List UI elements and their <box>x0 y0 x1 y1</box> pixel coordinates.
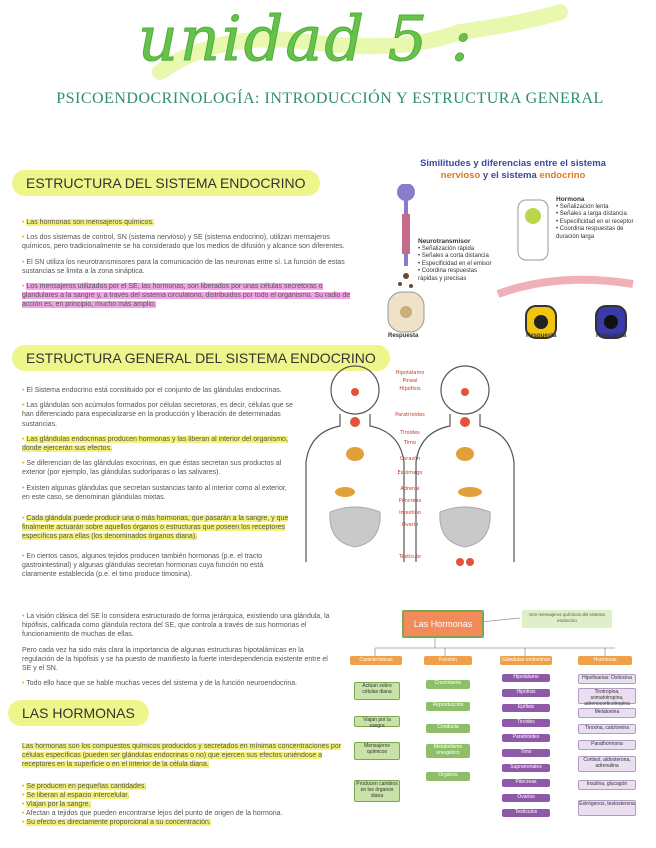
mindmap-column-head: Función <box>424 656 472 665</box>
mindmap-item: Crecimiento <box>426 680 470 689</box>
title-lettering <box>130 2 570 80</box>
paragraph: • Los mensajeros utilizados por el SE, las hormonas, son liberados por unas células secretoras o glandulares a la sangre y, a través del sistema circulatorio, distribuidos por todo el organismo. Su radio de acción es, en principio, mucho más amplio. <box>22 283 351 309</box>
list-item: • Se liberan al espacio intercelular. <box>22 791 130 799</box>
section-structure-text <box>22 218 357 316</box>
list-item: • Viajan por la sangre. <box>22 801 91 809</box>
paragraph: • El Sistema endocrino está constituido por el conjunto de las glándulas endocrinas. <box>22 387 282 394</box>
section-general-text-2 <box>22 612 332 694</box>
mindmap-item: Epífisis <box>502 704 550 712</box>
page-title: unidad 5 : <box>138 2 474 75</box>
list-item: • Se producen en pequeñas cantidades. <box>22 782 147 790</box>
endocrine-glands-body-figure <box>300 362 522 570</box>
mindmap-item: Ovarios <box>502 794 550 802</box>
section-heading-structure: ESTRUCTURA DEL SISTEMA ENDOCRINO <box>12 170 320 196</box>
mindmap-item: Suprarrenales <box>502 764 550 772</box>
mindmap-item: Paratiroides <box>502 734 550 742</box>
mindmap-item: Melatonina <box>578 708 636 718</box>
figure-nervous-vs-endocrine <box>378 158 648 346</box>
svg-text:Tiroides: Tiroides <box>400 430 420 436</box>
svg-text:Estómago: Estómago <box>397 470 423 476</box>
mindmap-item: Testículos <box>502 809 550 817</box>
response-label: Respuesta <box>526 333 557 339</box>
section-hormones-text <box>22 742 347 828</box>
paragraph: • Los dos sistemas de control, SN (sistema nervioso) y SE (sistema endocrino), utilizan mensajeros químicos, pero tradicionalmente se ha considerado que los medios de difusión y alcance son diferentes. <box>22 234 345 251</box>
hormones-mindmap <box>350 604 650 844</box>
mindmap-item: Actúan sobre células diana <box>354 682 400 700</box>
mindmap-item: Producen cambios en los órganos diana <box>354 780 400 802</box>
svg-text:Pineal: Pineal <box>402 378 418 384</box>
mindmap-column-head: Glándulas endocrinas <box>501 657 551 663</box>
paragraph: • En ciertos casos, algunos tejidos producen también hormonas (p.e. el tracto gastrointestinal) y algunas glándulas secretan hormonas cuya función no está claramente establecida (p.e. el timo produce timosina). <box>22 552 264 579</box>
paragraph: • El SN utiliza los neurotransmisores para la comunicación de las neuronas entre sí. La función de estas sustancias se limita a la zona sináptica. <box>22 258 345 275</box>
paragraph: • Las glándulas endocrinas producen hormonas y las liberan al interior del organismo, donde ejercerán sus efectos. <box>22 435 288 453</box>
mindmap-note: Son mensajeros químicos del sistema endocrino <box>522 610 612 628</box>
mindmap-item: Insulina, glucagón <box>578 780 636 790</box>
page-subtitle: PSICOENDOCRINOLOGÍA: INTRODUCCIÓN Y ESTRUCTURA GENERAL <box>56 90 604 107</box>
paragraph: • Las glándulas son acúmulos formados por células secretoras, es decir, células que se han diferenciado para especializarse en la producción y liberación de determinadas sustancias. <box>22 402 293 428</box>
section-general-text <box>22 386 294 591</box>
svg-text:Intestino: Intestino <box>399 510 421 516</box>
mindmap-item: Tirotropina, somatotropina, adrenocorticotropina <box>578 688 636 704</box>
svg-text:Corazón: Corazón <box>399 456 421 462</box>
svg-text:Ovario: Ovario <box>401 522 419 528</box>
mindmap-item: Hipotálamo <box>502 674 550 682</box>
paragraph: • Las hormonas son mensajeros químicos. <box>22 219 155 226</box>
svg-text:Hipotálamo: Hipotálamo <box>395 370 425 376</box>
section-heading-general: ESTRUCTURA GENERAL DEL SISTEMA ENDOCRINO <box>12 345 390 371</box>
mindmap-column-head: Hormonas <box>578 656 632 665</box>
mindmap-item: Hipófisis <box>502 689 550 697</box>
paragraph: • Se diferencian de las glándulas exocrinas, en que éstas secretan sus productos al exterior (por ejemplo, las glándulas sudoríparas o las salivares). <box>22 460 282 477</box>
mindmap-item: Conducta <box>426 724 470 733</box>
mindmap-item: Tiroides <box>502 719 550 727</box>
paragraph: • La visión clásica del SE lo considera estructurado de forma jerárquica, existiendo una glándula, la hipófisis, calificada como glándula rectora del SE, que controla a través de sus hormonas el funcionamiento de muchas de ellas. <box>22 613 330 639</box>
mindmap-column-head: Características <box>350 656 402 665</box>
list-item: • Afectan a tejidos que pueden encontrarse lejos del punto de origen de la hormona. <box>22 810 283 818</box>
paragraph: • Existen algunas glándulas que secretan sustancias tanto al interior como al exterior, en este caso, se denominan glándulas mixtas. <box>22 484 287 501</box>
neurotransmitter-list: Neurotransmisor • Señalización rápida • Señales a corta distancia • Especificidad en el emisor • Coordina respuestas rápidas y precisas <box>418 238 492 282</box>
hormone-list: Hormona • Señalización lenta • Señales a larga distancia • Especificidad en el receptor • Coordina respuestas de duración larga <box>556 196 634 240</box>
paragraph: • Cada glándula puede producir una o más hormonas, que pasarán a la sangre, y que finalmente actuarán sobre aquellos órganos o estructuras que poseen los receptores específicos para ellas (los denominados órganos diana). <box>22 515 289 541</box>
mindmap-item: Mensajeros químicos <box>354 742 400 760</box>
figure-title: Similitudes y diferencias entre el sistema nervioso y el sistema endocrino <box>420 158 606 181</box>
mindmap-item: Metabolismo energético <box>426 744 470 758</box>
section-heading-hormones: LAS HORMONAS <box>8 700 149 726</box>
mindmap-item: Viajan por la sangre <box>354 716 400 727</box>
mindmap-item: Parathormona <box>578 740 636 750</box>
mindmap-item: Estrógenos, testosterona <box>578 800 636 816</box>
mindmap-item: Hipofisarias: Oxitocina <box>578 674 636 684</box>
mindmap-item: Timo <box>502 749 550 757</box>
mindmap-item: Cortisol, aldosterona, adrenalina <box>578 756 636 772</box>
mindmap-root: Las Hormonas <box>402 610 484 638</box>
svg-text:Hipófisis: Hipófisis <box>399 386 421 392</box>
svg-text:Paratiroides: Paratiroides <box>395 412 425 418</box>
svg-text:Adrenal: Adrenal <box>400 486 420 492</box>
list-item: • Su efecto es directamente proporcional a su concentración. <box>22 819 211 827</box>
paragraph: Pero cada vez ha sido más clara la importancia de algunas estructuras hipotalámicas en la regulación de la hipófisis y se ha puesto de manifiesto la fuerte interdependencia existente entre el SE y el SN. <box>22 646 328 673</box>
paragraph: Las hormonas son los compuestos químicos producidos y secretados en mínimas concentraciones por células específicas (pueden ser glándulas endocrinas o no) que ejercen sus efectos uniéndose a receptores en la superficie o en el interior de la célula diana. <box>22 743 342 769</box>
svg-text:Timo: Timo <box>403 440 417 446</box>
paragraph: • Todo ello hace que se hable muchas veces del sistema y de la función neuroendocrina. <box>22 680 298 688</box>
svg-text:Testículo: Testículo <box>399 554 421 560</box>
mindmap-item: Reproducción <box>426 702 470 711</box>
svg-text:Páncreas: Páncreas <box>398 498 422 504</box>
response-label: Respuesta <box>596 333 627 339</box>
mindmap-item: Tiroxina, calcitonina <box>578 724 636 734</box>
response-label: Respuesta <box>388 333 419 339</box>
mindmap-item: Páncreas <box>502 779 550 787</box>
mindmap-item: Órganos <box>426 772 470 781</box>
